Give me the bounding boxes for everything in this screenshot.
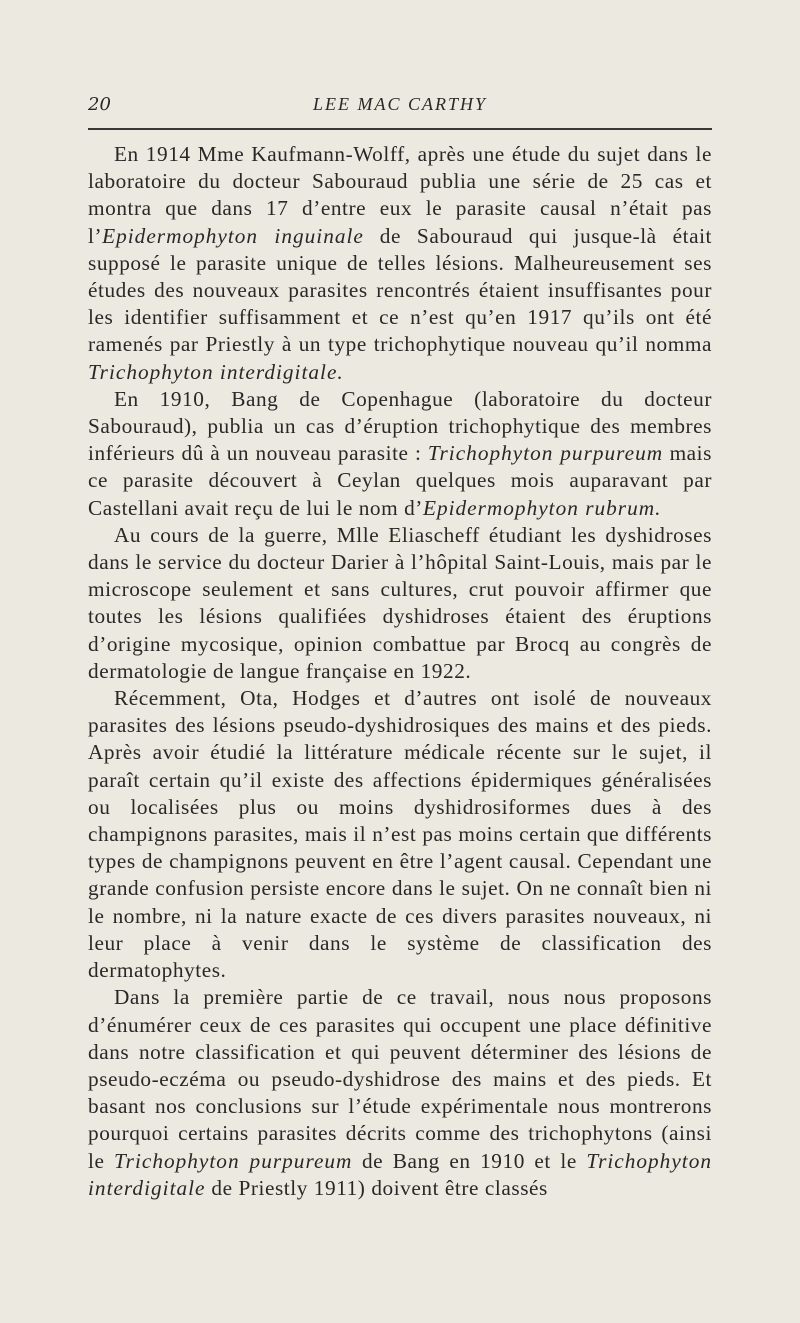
paragraph [88, 685, 712, 984]
header-rule [88, 128, 712, 130]
page-header [88, 94, 712, 122]
text-run: de Sabouraud qui jusque-là était supposé le parasite unique de telles lésions. Malheureusement ses études des nouveaux parasites rencontrés étaient insuffisantes pour les identifier suffisamment et ce n’est qu’en 1917 qu’ils ont été ramenés par Priestly à un type trichophytique nouveau qu’il nomma [88, 223, 713, 357]
paragraph [88, 386, 712, 522]
body-text [88, 141, 712, 1202]
italic-text: Trichophyton interdigitale [88, 1148, 712, 1200]
italic-text: Epidermophyton rubrum. [422, 495, 662, 520]
running-head: LEE MAC CARTHY [312, 94, 487, 114]
text-run: Récemment, Ota, Hodges et d’autres ont isolé de nouveaux parasites des lésions pseudo-dyshidrosiques des mains et des pieds. Après avoir étudié la littérature médicale récente sur le sujet, il paraît certain qu’il existe des affections épidermiques généralisées ou localisées plus ou moins dyshidrosiformes dues à des champignons parasites, mais il n’est pas moins certain que différents types de champignons peuvent en être l’agent causal. Cependant une grande confusion persiste encore dans le sujet. On ne connaît bien ni le nombre, ni la nature exacte de ces divers parasites nouveaux, ni leur place à venir dans le système de classification des dermatophytes. [88, 686, 712, 983]
paragraph [88, 522, 712, 685]
text-run: En 1910, Bang de Copenhague (laboratoire du docteur Sabouraud), publia un cas d’éruption trichophytique des membres inférieurs dû à un nouveau parasite : [88, 386, 712, 466]
text-run: Dans la première partie de ce travail, nous nous proposons d’énumérer ceux de ces parasites qui occupent une place définitive dans notre classification et qui peuvent déterminer des lésions de pseudo-eczéma ou pseudo-dyshidrose des mains et des pieds. Et basant nos conclusions sur l’étude expérimentale nous montrerons pourquoi certains parasites décrits comme des trichophytons (ainsi le [88, 985, 712, 1173]
text-run: En 1914 Mme Kaufmann-Wolff, après une étude du sujet dans le laboratoire du docteur Sabouraud publia une série de 25 cas et montra que dans 17 d’entre eux le parasite causal n’était pas l’ [88, 142, 712, 248]
text-run: mais ce parasite découvert à Ceylan quelques mois auparavant par Castellani avait reçu de lui le nom d’ [88, 441, 712, 520]
italic-text: Trichophyton interdigitale. [88, 359, 344, 384]
page-number: 20 [88, 94, 111, 115]
text-run: de Priestly 1911) doivent être classés [205, 1175, 548, 1200]
italic-text: Trichophyton purpureum [427, 441, 664, 466]
italic-text: Trichophyton purpureum [114, 1148, 353, 1173]
text-run: de Bang en 1910 et le [352, 1148, 587, 1173]
italic-text: Epidermophyton inguinale [102, 223, 364, 248]
paragraph [88, 984, 712, 1202]
paragraph [88, 141, 712, 386]
text-run: Au cours de la guerre, Mlle Eliascheff étudiant les dyshidroses dans le service du docteur Darier à l’hôpital Saint-Louis, mais par le microscope seulement et sans cultures, crut pouvoir affirmer que toutes les lésions qualifiées dyshidroses étaient des éruptions d’origine mycosique, opinion combattue par Brocq au congrès de dermatologie de langue française en 1922. [88, 522, 712, 683]
